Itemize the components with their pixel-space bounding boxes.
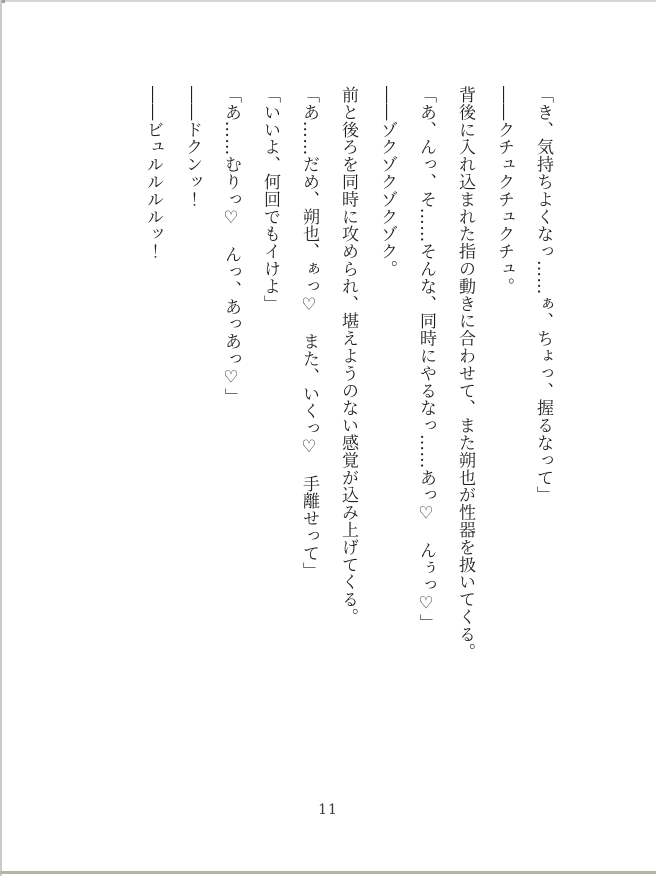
text-line: 「あ……むりっ♡ んっ、あっあっ♡」 [221,86,241,406]
text-line: 「き、気持ちよくなっ……ぁ、ちょっ、握るなって」 [533,86,553,504]
text-line: 前と後ろを同時に攻められ、堪えようのない感覚が込み上げてくる。 [338,86,358,626]
text-line: 「いいよ、何回でもイけよ」 [260,86,280,313]
text-line: 「あ、んっ、そ……そんな、同時にやるなっ……あっ♡ んぅっ♡」 [416,86,436,632]
page-number: 11 [318,802,338,818]
bottom-rule [0,871,656,874]
text-line: 背後に入れ込まれた指の動きに合わせて、また朔也が性器を扱いてくる。 [455,86,475,661]
text-line: ――ドクンッ！ [182,86,202,208]
text-line: ――ゾクゾクゾクゾク。 [377,86,397,278]
text-line: 「あ……だめ、朔也、ぁっ♡ また、いくっ♡ 手離せって」 [299,86,319,580]
text-line: ――クチュクチュクチュ。 [494,86,514,295]
top-border [0,0,656,2]
text-line: ――ビュルルルルッ！ [143,86,163,260]
left-border [0,0,2,876]
vertical-text-block [133,86,562,678]
